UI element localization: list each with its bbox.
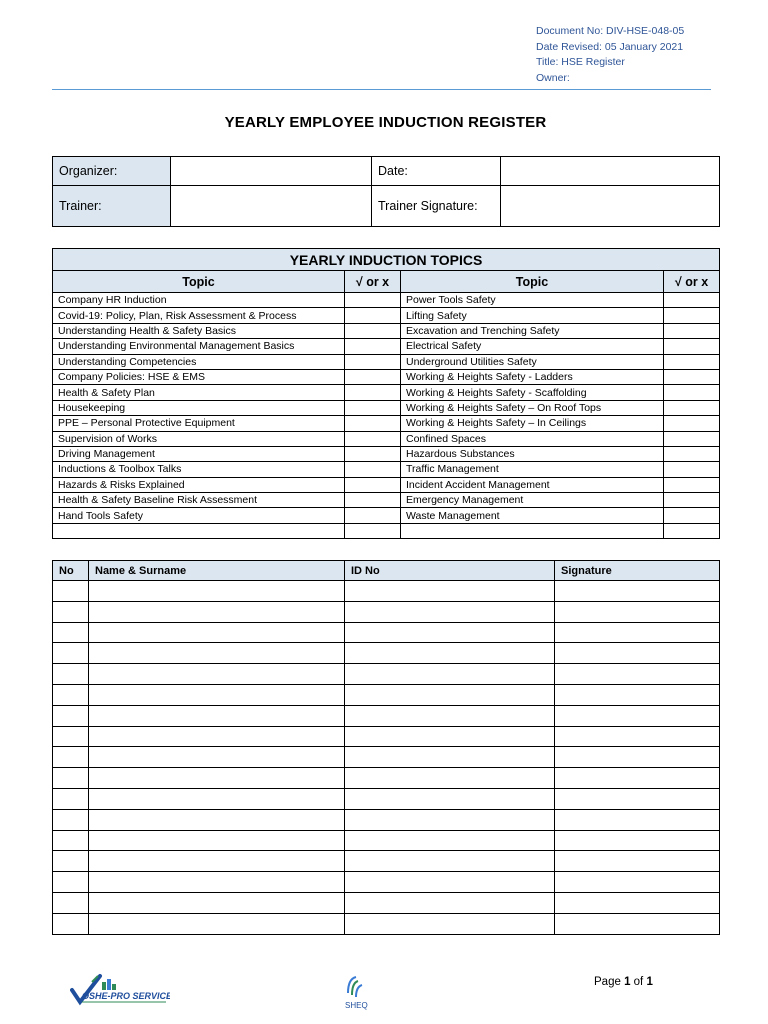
register-name-cell[interactable] [89, 622, 345, 643]
trainer-signature-label: Trainer Signature: [372, 186, 501, 227]
register-name-cell[interactable] [89, 892, 345, 913]
register-row [53, 851, 720, 872]
topic-right-check[interactable] [664, 508, 720, 523]
topic-right-check[interactable] [664, 493, 720, 508]
register-no-cell[interactable] [53, 872, 89, 893]
topic-left-check[interactable] [345, 308, 401, 323]
topic-right-check[interactable] [664, 416, 720, 431]
register-signature-cell[interactable] [555, 601, 720, 622]
register-signature-cell[interactable] [555, 913, 720, 934]
topic-right: Working & Heights Safety - Scaffolding [401, 385, 664, 400]
topic-left: Health & Safety Plan [53, 385, 345, 400]
register-row [53, 913, 720, 934]
topic-left-check[interactable] [345, 462, 401, 477]
trainer-label: Trainer: [53, 186, 171, 227]
document-owner: Owner: [536, 71, 570, 84]
document-title: Title: HSE Register [536, 56, 625, 68]
check-header-left: √ or x [345, 271, 401, 293]
topic-left-check[interactable] [345, 416, 401, 431]
topic-left-check[interactable] [345, 385, 401, 400]
register-signature-cell[interactable] [555, 851, 720, 872]
register-no-cell[interactable] [53, 643, 89, 664]
topic-right: Confined Spaces [401, 431, 664, 446]
oshe-pro-services-logo [70, 972, 170, 1012]
date-label: Date: [372, 157, 501, 186]
topic-row [53, 354, 720, 369]
topic-right: Excavation and Trenching Safety [401, 323, 664, 338]
register-name-cell[interactable] [89, 872, 345, 893]
register-name-cell[interactable] [89, 851, 345, 872]
register-row [53, 872, 720, 893]
topic-left-check[interactable] [345, 477, 401, 492]
topic-right-check[interactable] [664, 431, 720, 446]
register-id-cell[interactable] [345, 892, 555, 913]
register-id-cell[interactable] [345, 581, 555, 602]
topic-right: Working & Heights Safety - Ladders [401, 369, 664, 384]
register-no-cell[interactable] [53, 684, 89, 705]
register-name-cell[interactable] [89, 684, 345, 705]
register-id-cell[interactable] [345, 768, 555, 789]
register-no-cell[interactable] [53, 747, 89, 768]
header-divider [52, 89, 711, 90]
attendee-register-table [52, 560, 720, 935]
topic-header-left: Topic [53, 271, 345, 293]
register-signature-cell[interactable] [555, 581, 720, 602]
id-column-header: ID No [345, 561, 555, 581]
topic-right-check[interactable] [664, 308, 720, 323]
register-id-cell[interactable] [345, 747, 555, 768]
register-name-cell[interactable] [89, 581, 345, 602]
topic-row [53, 323, 720, 338]
register-signature-cell[interactable] [555, 622, 720, 643]
topic-row [53, 385, 720, 400]
organizer-field[interactable] [171, 157, 372, 186]
register-row [53, 830, 720, 851]
topic-right: Traffic Management [401, 462, 664, 477]
register-id-cell[interactable] [345, 830, 555, 851]
topic-row [53, 493, 720, 508]
topic-right-check[interactable] [664, 354, 720, 369]
topic-left-check[interactable] [345, 523, 401, 538]
topic-row [53, 339, 720, 354]
induction-topics-table [52, 248, 720, 539]
logo-text: OSHE-PRO SERVICES [82, 991, 170, 1001]
topic-row [53, 523, 720, 538]
topic-row [53, 508, 720, 523]
topic-right-check[interactable] [664, 477, 720, 492]
register-name-cell[interactable] [89, 726, 345, 747]
register-signature-cell[interactable] [555, 872, 720, 893]
register-no-cell[interactable] [53, 664, 89, 685]
topic-row [53, 293, 720, 308]
register-no-cell[interactable] [53, 601, 89, 622]
topic-header-right: Topic [401, 271, 664, 293]
topics-body [53, 293, 720, 539]
register-row [53, 747, 720, 768]
topic-row [53, 369, 720, 384]
register-signature-cell[interactable] [555, 684, 720, 705]
organizer-label: Organizer: [53, 157, 171, 186]
topic-right: Waste Management [401, 508, 664, 523]
register-name-cell[interactable] [89, 913, 345, 934]
register-no-cell[interactable] [53, 892, 89, 913]
register-signature-cell[interactable] [555, 664, 720, 685]
topic-left: Covid-19: Policy, Plan, Risk Assessment & Process [53, 308, 345, 323]
topic-left-check[interactable] [345, 400, 401, 415]
topic-left: Understanding Health & Safety Basics [53, 323, 345, 338]
register-no-cell[interactable] [53, 830, 89, 851]
topic-left: Company Policies: HSE & EMS [53, 369, 345, 384]
topic-left-check[interactable] [345, 431, 401, 446]
signature-column-header: Signature [555, 561, 720, 581]
register-name-cell[interactable] [89, 768, 345, 789]
register-row [53, 705, 720, 726]
register-id-cell[interactable] [345, 788, 555, 809]
check-header-right: √ or x [664, 271, 720, 293]
register-id-cell[interactable] [345, 809, 555, 830]
register-id-cell[interactable] [345, 705, 555, 726]
page-number: Page 1 of 1 [594, 976, 653, 988]
topic-right: Power Tools Safety [401, 293, 664, 308]
register-id-cell[interactable] [345, 872, 555, 893]
topic-row [53, 431, 720, 446]
register-signature-cell[interactable] [555, 892, 720, 913]
topic-left: Company HR Induction [53, 293, 345, 308]
topic-right-check[interactable] [664, 462, 720, 477]
topic-left: PPE – Personal Protective Equipment [53, 416, 345, 431]
register-row [53, 788, 720, 809]
topic-left-check[interactable] [345, 446, 401, 461]
date-field[interactable] [501, 157, 720, 186]
register-no-cell[interactable] [53, 809, 89, 830]
register-id-cell[interactable] [345, 726, 555, 747]
register-body [53, 581, 720, 935]
page-title: YEARLY EMPLOYEE INDUCTION REGISTER [224, 114, 547, 131]
topic-right: Working & Heights Safety – On Roof Tops [401, 400, 664, 415]
register-id-cell[interactable] [345, 601, 555, 622]
register-no-cell[interactable] [53, 726, 89, 747]
sheq-logo [342, 975, 370, 1011]
topic-left: Health & Safety Baseline Risk Assessment [53, 493, 345, 508]
register-signature-cell[interactable] [555, 643, 720, 664]
document-info [536, 24, 684, 86]
register-signature-cell[interactable] [555, 705, 720, 726]
topic-row [53, 477, 720, 492]
no-column-header: No [53, 561, 89, 581]
topic-right-check[interactable] [664, 446, 720, 461]
register-no-cell[interactable] [53, 622, 89, 643]
topic-left: Driving Management [53, 446, 345, 461]
total-pages: 1 [646, 976, 653, 988]
name-column-header: Name & Surname [89, 561, 345, 581]
register-name-cell[interactable] [89, 643, 345, 664]
register-row [53, 684, 720, 705]
register-signature-cell[interactable] [555, 788, 720, 809]
register-name-cell[interactable] [89, 747, 345, 768]
register-id-cell[interactable] [345, 643, 555, 664]
register-row [53, 622, 720, 643]
topic-row [53, 416, 720, 431]
register-row [53, 726, 720, 747]
session-info-table [52, 156, 720, 227]
register-name-cell[interactable] [89, 788, 345, 809]
topic-right-check[interactable] [664, 293, 720, 308]
register-row [53, 768, 720, 789]
topic-row [53, 400, 720, 415]
topic-right: Underground Utilities Safety [401, 354, 664, 369]
topic-left-check[interactable] [345, 354, 401, 369]
topic-right-check[interactable] [664, 385, 720, 400]
topic-right: Electrical Safety [401, 339, 664, 354]
register-name-cell[interactable] [89, 664, 345, 685]
topic-left: Understanding Competencies [53, 354, 345, 369]
topic-right: Emergency Management [401, 493, 664, 508]
topic-right-check[interactable] [664, 369, 720, 384]
topic-left: Hand Tools Safety [53, 508, 345, 523]
register-id-cell[interactable] [345, 622, 555, 643]
register-no-cell[interactable] [53, 913, 89, 934]
topic-right: Hazardous Substances [401, 446, 664, 461]
topic-right: Working & Heights Safety – In Ceilings [401, 416, 664, 431]
topic-left-check[interactable] [345, 369, 401, 384]
topic-left-check[interactable] [345, 493, 401, 508]
topic-row [53, 308, 720, 323]
topic-left: Understanding Environmental Management Basics [53, 339, 345, 354]
topic-row [53, 446, 720, 461]
register-row [53, 892, 720, 913]
register-id-cell[interactable] [345, 851, 555, 872]
register-signature-cell[interactable] [555, 726, 720, 747]
topic-left-check[interactable] [345, 339, 401, 354]
topic-left-check[interactable] [345, 293, 401, 308]
register-id-cell[interactable] [345, 684, 555, 705]
topic-right-check[interactable] [664, 523, 720, 538]
register-name-cell[interactable] [89, 830, 345, 851]
topic-left: Supervision of Works [53, 431, 345, 446]
topic-right-check[interactable] [664, 400, 720, 415]
register-signature-cell[interactable] [555, 809, 720, 830]
topic-right: Incident Accident Management [401, 477, 664, 492]
topic-right-check[interactable] [664, 339, 720, 354]
register-row [53, 581, 720, 602]
trainer-field[interactable] [171, 186, 372, 227]
register-id-cell[interactable] [345, 913, 555, 934]
register-no-cell[interactable] [53, 851, 89, 872]
register-id-cell[interactable] [345, 664, 555, 685]
register-no-cell[interactable] [53, 768, 89, 789]
topic-right: Lifting Safety [401, 308, 664, 323]
trainer-signature-field[interactable] [501, 186, 720, 227]
register-signature-cell[interactable] [555, 747, 720, 768]
register-row [53, 643, 720, 664]
topic-left: Housekeeping [53, 400, 345, 415]
sheq-text: SHEQ [345, 1001, 368, 1010]
register-signature-cell[interactable] [555, 830, 720, 851]
document-number: Document No: DIV-HSE-048-05 [536, 25, 685, 37]
topic-left [53, 523, 345, 538]
topic-row [53, 462, 720, 477]
topic-left-check[interactable] [345, 508, 401, 523]
register-name-cell[interactable] [89, 809, 345, 830]
topic-right [401, 523, 664, 538]
topic-left-check[interactable] [345, 323, 401, 338]
register-row [53, 601, 720, 622]
register-no-cell[interactable] [53, 705, 89, 726]
register-no-cell[interactable] [53, 581, 89, 602]
topic-right-check[interactable] [664, 323, 720, 338]
topic-left: Hazards & Risks Explained [53, 477, 345, 492]
topics-band-title: YEARLY INDUCTION TOPICS [53, 249, 720, 271]
current-page: 1 [624, 976, 631, 988]
register-no-cell[interactable] [53, 788, 89, 809]
topic-left: Inductions & Toolbox Talks [53, 462, 345, 477]
register-row [53, 664, 720, 685]
register-name-cell[interactable] [89, 705, 345, 726]
register-signature-cell[interactable] [555, 768, 720, 789]
date-revised: Date Revised: 05 January 2021 [536, 40, 684, 53]
register-row [53, 809, 720, 830]
register-name-cell[interactable] [89, 601, 345, 622]
